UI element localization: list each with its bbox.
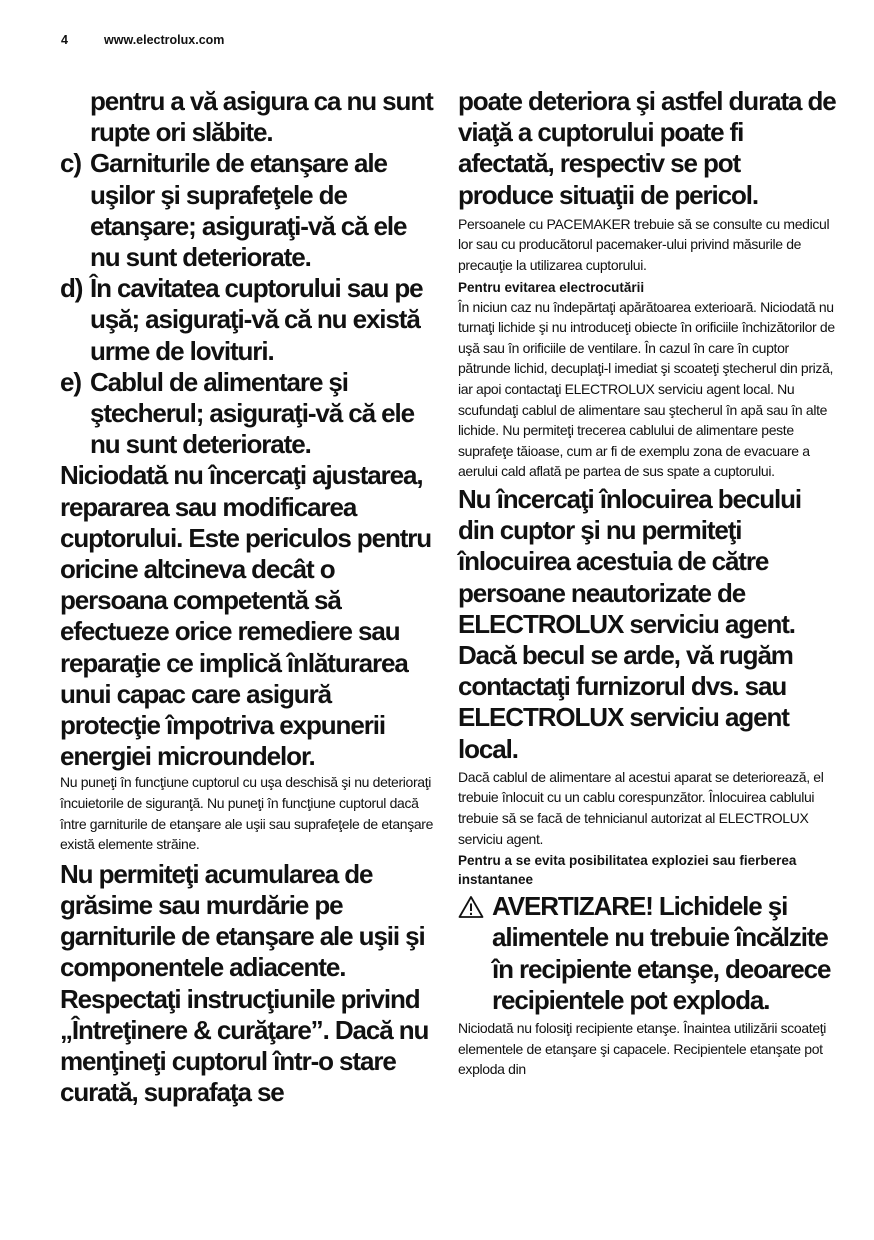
door-safety-paragraph: Nu puneţi în funcţiune cuptorul cu uşa deschisă şi nu deterioraţi încuietorile de siguranţă. Nu puneţi în funcţiune cuptorul dacă între garniturile de etanşare ale uşii sau suprafeţele de etanşare există elemente străine.: [60, 774, 434, 853]
warning-block: [458, 891, 836, 1016]
list-label: e): [60, 366, 81, 397]
never-adjust-paragraph: Niciodată nu încercaţi ajustarea, repararea sau modificarea cuptorului. Este periculos pentru oricine altcineva decât o persoana competentă să efectueze orice remediere sau reparaţie ce implică înlăturarea unui capac care asigură protecţie împotriva expunerii energiei microundelor.: [60, 460, 432, 772]
left-column: [60, 86, 435, 1108]
list-text: Cablul de alimentare şi ştecherul; asiguraţi-vă că ele nu sunt deteriorate.: [90, 366, 414, 460]
list-item-d: [60, 273, 435, 367]
warning-triangle-icon: [458, 891, 492, 1016]
header-url[interactable]: www.electrolux.com: [104, 33, 225, 47]
bulb-paragraph: Nu încercaţi înlocuirea becului din cuptor şi nu permiteţi înlocuirea acestuia de către persoane neautorizate de ELECTROLUX serviciu agent. Dacă becul se arde, vă rugăm contactaţi furnizorul dvs. sau ELECTROLUX serviciu agent local.: [458, 483, 802, 764]
page-number: 4: [61, 33, 68, 47]
explosion-subheading: Pentru a se evita posibilitatea exploziei sau fierberea instantanee: [458, 853, 797, 888]
containers-paragraph: Niciodată nu folosiţi recipiente etanşe. Înaintea utilizării scoateţi elementele de etanşare şi capacele. Recipientele etanşate pot exploda din: [458, 1019, 827, 1078]
continued-text: pentru a vă asigura ca nu sunt rupte ori slăbite.: [90, 86, 433, 148]
continued-text: poate deteriora şi astfel durata de viaţă a cuptorului poate fi afectată, respectiv se pot produce situaţii de pericol.: [458, 86, 836, 210]
list-label: c): [60, 148, 81, 179]
list-label: d): [60, 273, 83, 304]
list-item-e: [60, 367, 435, 461]
pacemaker-paragraph: Persoanele cu PACEMAKER trebuie să se consulte cu medicul lor sau cu producătorul pacemaker-ului privind măsurile de precauţie la utilizarea cuptorului.: [458, 215, 830, 273]
list-text: În cavitatea cuptorului sau pe uşă; asiguraţi-vă că nu există urme de lovituri.: [90, 273, 423, 366]
list-text: Garniturile de etanşare ale uşilor şi suprafeţele de etanşare; asiguraţi-vă că ele nu sunt deteriorate.: [90, 148, 407, 273]
cable-paragraph: Dacă cablul de alimentare al acestui aparat se deteriorează, el trebuie înlocuit cu un cablu corespunzător. Înlocuirea cablului trebuie să se facă de tehnicianul autorizat al ELECTROLUX serviciu agent.: [458, 768, 824, 847]
list-item-c: [60, 148, 435, 273]
warning-text: AVERTIZARE! Lichidele şi alimentele nu trebuie încălzite în recipiente etanşe, deoarece recipientele pot exploda.: [492, 891, 831, 1015]
electrocution-subheading: Pentru evitarea electrocutării: [458, 279, 645, 295]
electrocution-paragraph: În niciun caz nu îndepărtaţi apărătoarea exterioară. Niciodată nu turnaţi lichide şi nu introduceţi obiecte în orificiile închizătorilor de uşă sau în orificiile de ventilare. În cazul în care în cuptor pătrunde lichid, decuplaţi-l imediat şi scoateţi ştecherul din priză, iar apoi contactaţi ELECTROLUX serviciu agent local. Nu scufundaţi cablul de alimentare sau ştecherul în apă sau în alte lichide. Nu permiteţi trecerea cablului de alimentare peste suprafeţe tăioase, cum ar fi de exemplu zona de evacuare a aerului cald aflată pe partea de sus spate a cuptorului.: [458, 298, 835, 480]
right-column: [458, 86, 836, 1080]
grease-paragraph: Nu permiteţi acumularea de grăsime sau murdărie pe garniturile de etanşare ale uşii şi componentele adiacente. Respectaţi instrucţiunile privind „Întreţinere & curăţare”. Dacă nu menţineţi cuptorul într-o stare curată, suprafaţa se: [60, 858, 429, 1108]
